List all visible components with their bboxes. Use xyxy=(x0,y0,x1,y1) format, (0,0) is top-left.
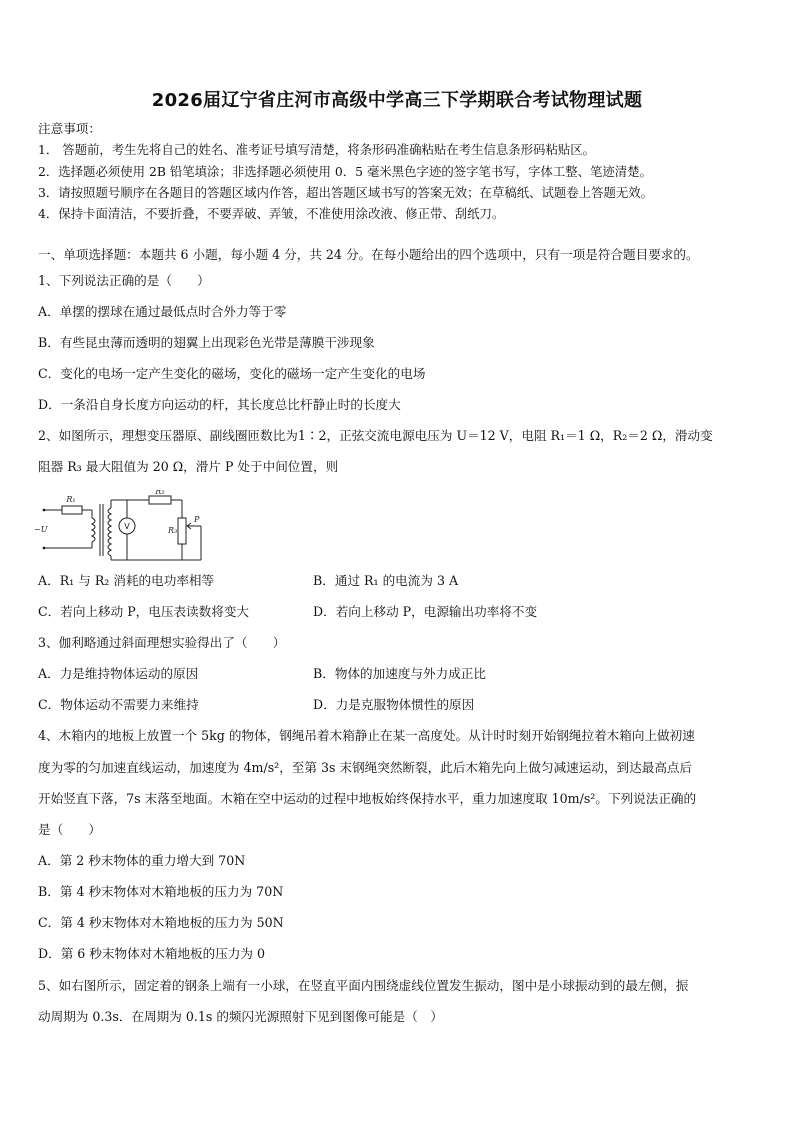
q3-stem: 3、伽利略通过斜面理想实验得出了（ ） xyxy=(38,635,286,650)
r3-label: R₃ xyxy=(168,526,178,535)
q4-stem-line4: 是（ ） xyxy=(38,822,101,837)
q2-option-a: A．R₁ 与 R₂ 消耗的电功率相等 xyxy=(38,573,215,588)
q3-option-a: A．力是维持物体运动的原因 xyxy=(38,666,199,681)
notice-item-3: 3．请按照题号顺序在各题目的答题区域内作答，超出答题区域书写的答案无效；在草稿纸、试题卷上答题无效。 xyxy=(38,185,654,200)
q1-option-d: D．一条沿自身长度方向运动的杆，其长度总比杆静止时的长度大 xyxy=(38,397,401,412)
r1-label: R₁ xyxy=(66,495,76,504)
q4-stem-line1: 4、木箱内的地板上放置一个 5kg 的物体，钢绳吊着木箱静止在某一高度处。从计时时刻开始钢绳拉着木箱向上做初速 xyxy=(38,728,695,743)
page-title: 2026届辽宁省庄河市高级中学高三下学期联合考试物理试题 xyxy=(151,90,643,111)
terminal-dot xyxy=(43,509,46,512)
q5-stem-line1: 5、如右图所示，固定着的钢条上端有一小球，在竖直平面内围绕虚线位置发生振动，图中是小球振动到的最左侧，振 xyxy=(38,978,689,993)
notice-item-2: 2．选择题必须使用 2B 铅笔填涂；非选择题必须使用 0．5 毫米黑色字迹的签字笔书写，字体工整、笔迹清楚。 xyxy=(38,164,652,179)
q1-option-b: B．有些昆虫薄而透明的翅翼上出现彩色光带是薄膜干涉现象 xyxy=(38,335,375,350)
q1-option-c: C．变化的电场一定产生变化的磁场，变化的磁场一定产生变化的电场 xyxy=(38,366,426,381)
notice-item-4: 4．保持卡面清洁，不要折叠，不要弄破、弄皱，不准使用涂改液、修正带、刮纸刀。 xyxy=(38,206,505,221)
q4-option-d: D．第 6 秒末物体对木箱地板的压力为 0 xyxy=(38,946,266,961)
q4-option-a: A．第 2 秒末物体的重力增大到 70N xyxy=(38,853,246,868)
notice-item-1: 1． 答题前，考生先将自己的姓名、准考证号填写清楚，将条形码准确粘贴在考生信息条形码粘贴区。 xyxy=(38,142,596,157)
q4-stem-line3: 开始竖直下落，7s 末落至地面。木箱在空中运动的过程中地板始终保持水平，重力加速度取 10m/s²。下列说法正确的 xyxy=(38,791,697,806)
terminal-dot xyxy=(43,547,46,550)
q2-stem-line2: 阻器 R₃ 最大阻值为 20 Ω，滑片 P 处于中间位置，则 xyxy=(38,459,339,474)
q2-stem-line1: 2、如图所示，理想变压器原、副线圈匝数比为1∶2，正弦交流电源电压为 U＝12 V，电阻 R₁＝1 Ω，R₂＝2 Ω，滑动变 xyxy=(38,428,713,443)
q5-stem-line2: 动周期为 0.3s．在周期为 0.1s 的频闪光源照射下见到图像可能是（ ） xyxy=(38,1009,444,1024)
notice-heading: 注意事项： xyxy=(38,121,101,136)
r2-label: R₂ xyxy=(155,490,165,496)
q1-option-a: A．单摆的摆球在通过最低点时合外力等于零 xyxy=(38,304,287,319)
q3-option-b: B．物体的加速度与外力成正比 xyxy=(313,666,486,681)
q2-option-d: D．若向上移动 P，电源输出功率将不变 xyxy=(313,604,538,619)
voltmeter-label: V xyxy=(124,522,130,531)
transformer-circuit-diagram xyxy=(34,490,214,564)
q2-option-c: C．若向上移动 P，电压表读数将变大 xyxy=(38,604,250,619)
q1-stem: 1、下列说法正确的是（ ） xyxy=(38,273,210,288)
q4-option-c: C．第 4 秒末物体对木箱地板的压力为 50N xyxy=(38,915,284,930)
section-heading: 一、单项选择题：本题共 6 小题，每小题 4 分，共 24 分。在每小题给出的四个选项中，只有一项是符合题目要求的。 xyxy=(38,247,699,262)
q4-option-b: B．第 4 秒末物体对木箱地板的压力为 70N xyxy=(38,884,284,899)
q4-stem-line2: 度为零的匀加速直线运动，加速度为 4m/s²，至第 3s 末钢绳突然断裂，此后木箱先向上做匀减速运动，到达最高点后 xyxy=(38,760,693,775)
q3-option-d: D．力是克服物体惯性的原因 xyxy=(313,697,475,712)
slider-p-label: P xyxy=(194,515,200,524)
source-u-label: ~U xyxy=(34,525,48,534)
q3-option-c: C．物体运动不需要力来维持 xyxy=(38,697,199,712)
q2-option-b: B．通过 R₁ 的电流为 3 A xyxy=(313,573,459,588)
